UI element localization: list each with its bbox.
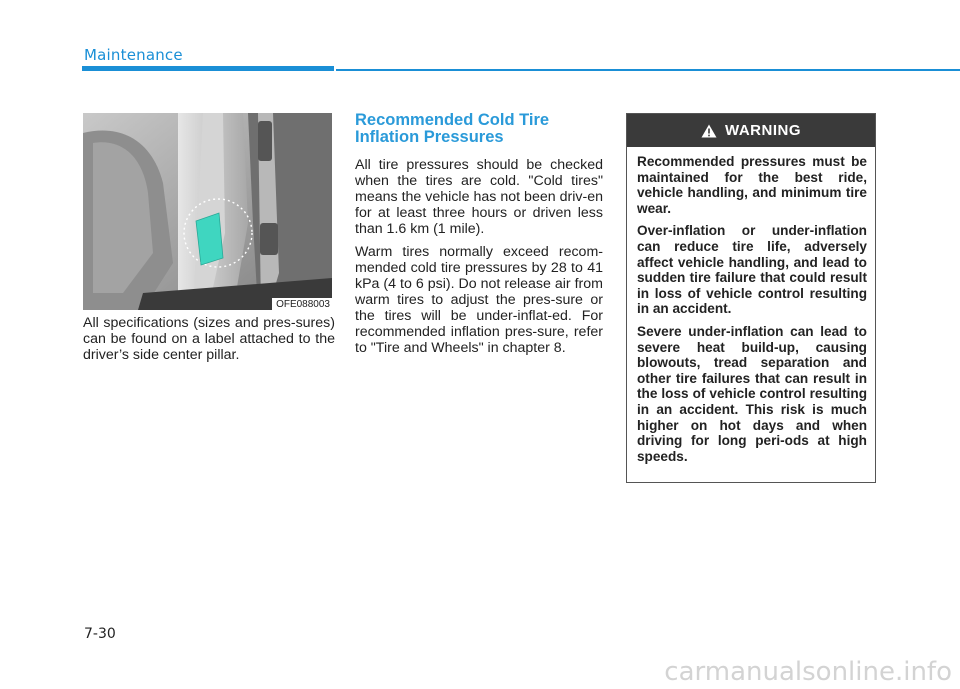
header-rule-thick [82, 66, 334, 71]
warning-header [627, 114, 875, 147]
section-heading: Recommended Cold Tire Inflation Pressures [355, 111, 550, 146]
middle-column [355, 112, 603, 363]
warning-title: WARNING [725, 122, 801, 139]
warning-paragraph-2: Over-inflation or under-inflation can reduce tire life, adversely affect vehicle handling, and lead to sudden tire failure that could result in loss of vehicle control resulting in an accident. [637, 223, 867, 317]
watermark: carmanualsonline.info [664, 657, 952, 687]
warning-paragraph-1: Recommended pressures must be maintained for the best ride, vehicle handling, and minimum tire wear. [637, 154, 867, 216]
warning-box [626, 113, 876, 483]
section-title: Maintenance [84, 46, 183, 64]
tire-pressure-label [196, 213, 223, 265]
paragraph-2: Warm tires normally exceed recom-mended cold tire pressures by 28 to 41 kPa (4 to 6 psi). Do not release air from warm tires to adjust the pres-sure or the tires will be under-inflat-ed. For recommended inflation pres-sure, refer to "Tire and Wheels" in chapter 8. [355, 244, 603, 356]
left-column [83, 315, 335, 370]
warning-triangle-icon [701, 124, 717, 138]
warning-paragraph-3: Severe under-inflation can lead to severe heat build-up, causing blowouts, tread separation and other tire failures that can result in the loss of vehicle control resulting in an accident. This risk is much higher on hot days and when driving for long peri-ods at high speeds. [637, 323, 867, 464]
warning-body [627, 147, 875, 464]
figure-code: OFE088003 [272, 298, 332, 310]
page-number: 7-30 [84, 626, 116, 642]
paragraph-1: All tire pressures should be checked when the tires are cold. "Cold tires" means the vehicle has not been driv-en for at least three hours or driven less than 1.6 km (1 mile). [355, 157, 603, 237]
door-pillar-illustration [83, 113, 332, 310]
door-pillar-photo [83, 113, 332, 310]
left-paragraph: All specifications (sizes and pres-sures) can be found on a label attached to the driver’s side center pillar. [83, 315, 335, 363]
header-rule-thin [336, 69, 960, 71]
